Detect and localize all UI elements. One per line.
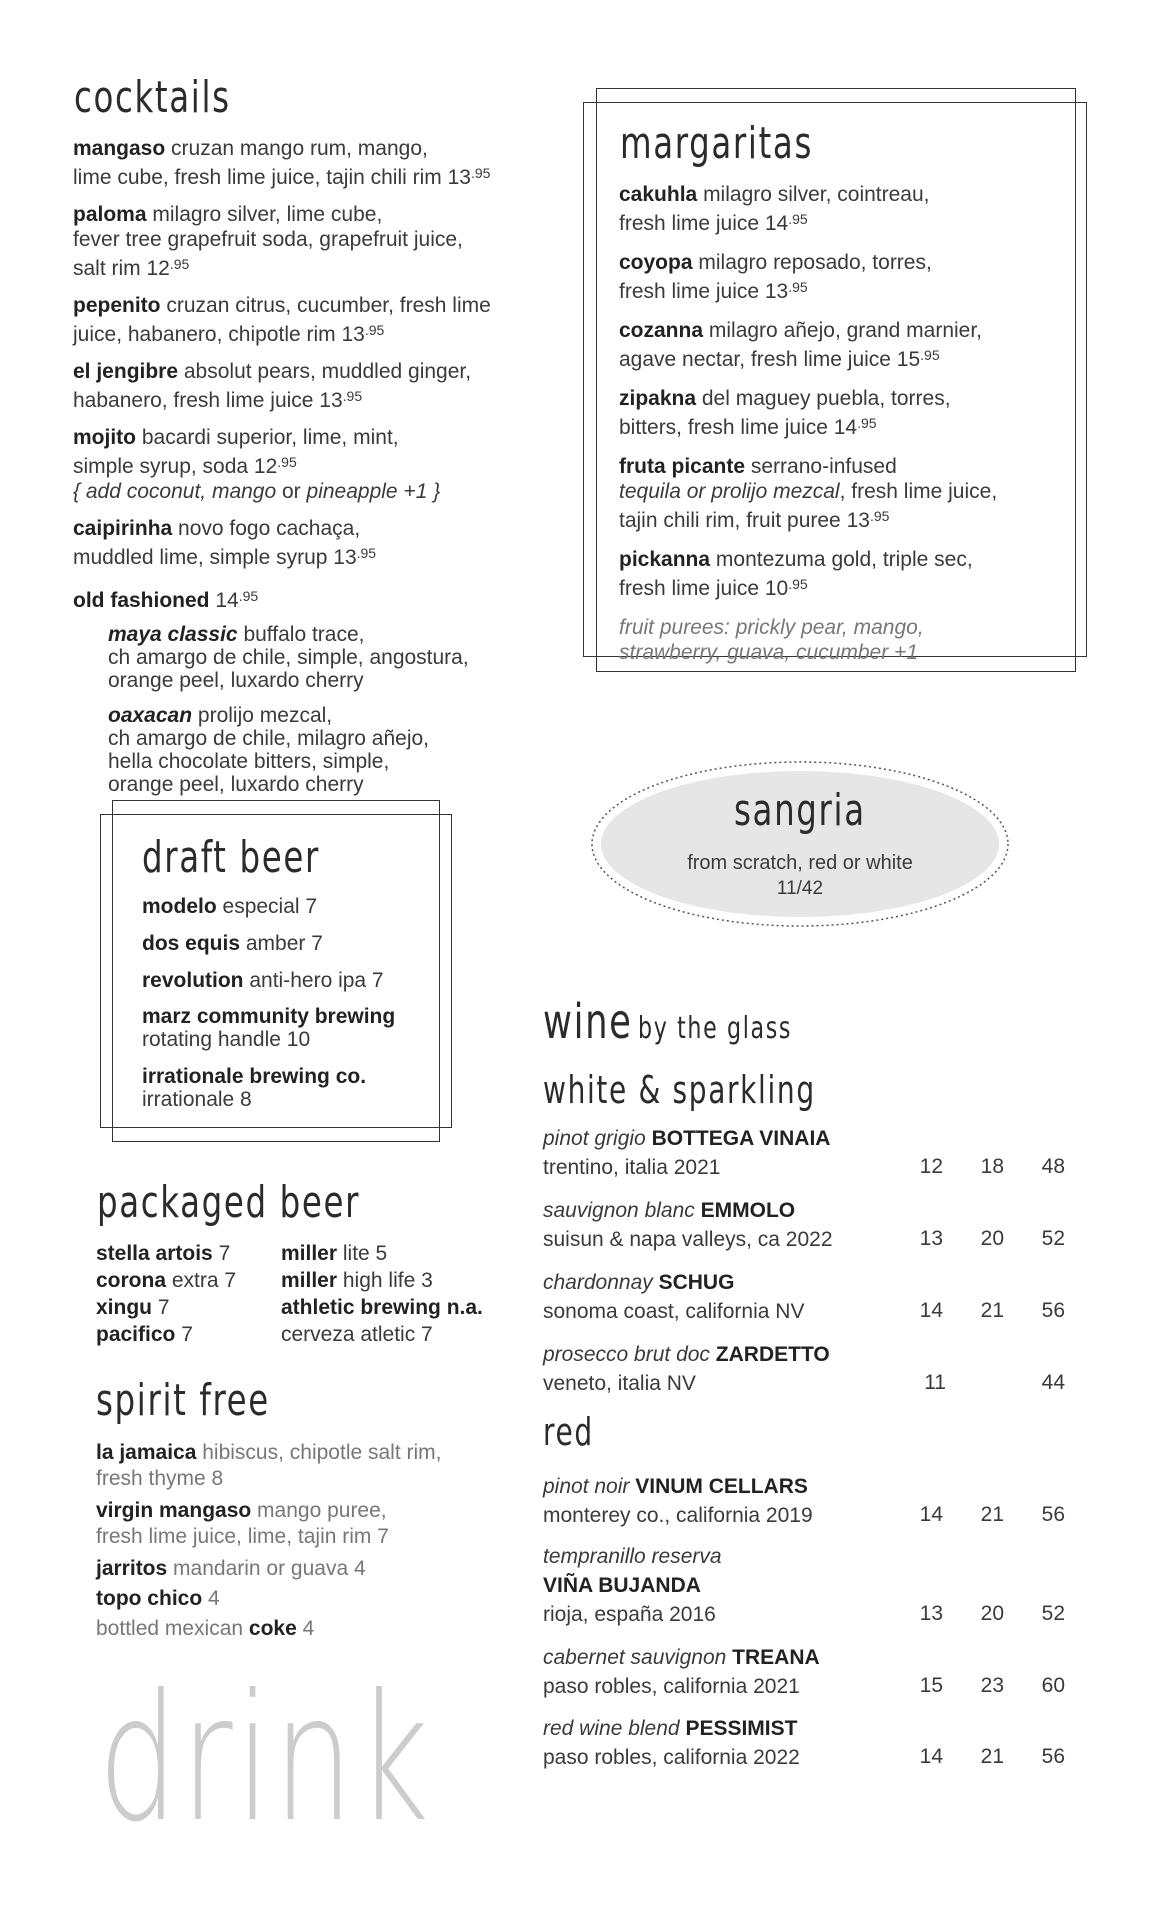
packaged-item: miller high life 3 (281, 1269, 433, 1292)
wine-title-sub: by the glass (638, 1011, 793, 1046)
margarita-cozanna: cozanna milagro añejo, grand marnier, agave nectar, fresh lime juice $15^{.95}$ (619, 319, 983, 371)
sangria-title: sangria (734, 785, 866, 836)
sangria-desc: from scratch, red or white (687, 852, 913, 874)
draft-beer-list (142, 894, 442, 1111)
cocktails-title: cocktails (74, 72, 231, 123)
cocktail-maya-classic: maya classic buffalo trace, ch amargo de chile, simple, angostura, orange peel, luxardo cherry (108, 623, 469, 692)
spirit-free-title: spirit free (96, 1375, 270, 1426)
draft-beer-title: draft beer (142, 832, 320, 883)
wine-item: sauvignon blanc EMMOLO suisun & napa valleys, ca 2022 13 20 52 (543, 1199, 1065, 1251)
margaritas-title: margaritas (620, 118, 813, 169)
margarita-cakuhla: cakuhla milagro silver, cointreau, fresh lime juice $14^{.95}$ (619, 183, 930, 235)
white-sparkling-title: white & sparkling (543, 1068, 816, 1112)
spirit-topo-chico: topo chico 4 (96, 1587, 220, 1610)
margarita-pickanna: pickanna montezuma gold, triple sec, fresh lime juice $10^{.95}$ (619, 548, 973, 600)
packaged-beer-title: packaged beer (97, 1177, 361, 1228)
spirit-jarritos: jarritos mandarin or guava 4 (96, 1557, 366, 1580)
cocktail-old-fashioned: old fashioned $14^{.95}$ (73, 588, 259, 612)
cocktail-paloma: paloma milagro silver, lime cube, fever tree grapefruit soda, grapefruit juice, salt rim $12^{.95}$ (73, 203, 463, 280)
packaged-item: stella artois 7 (96, 1242, 231, 1265)
sangria-price: 11/42 (776, 878, 824, 899)
margarita-fruta-picante: fruta picante serrano-infused tequila or prolijo mezcal, fresh lime juice, tajin chili rim, fruit puree $13^{.95}$ (619, 455, 998, 532)
draft-item: dos equis amber 7 (142, 932, 323, 955)
wine-item: tempranillo reserva VIÑA BUJANDA rioja, españa 2016 13 20 52 (543, 1545, 1065, 1626)
wine-list-red (543, 1474, 1063, 1786)
cocktail-caipirinha: caipirinha novo fogo cachaça, muddled lime, simple syrup $13^{.95}$ (73, 517, 377, 569)
wine-item: pinot grigio BOTTEGA VINAIA trentino, italia 2021 12 18 48 (543, 1127, 1065, 1179)
draft-item: irrationale brewing co. irrationale 8 (142, 1065, 367, 1111)
draft-item: modelo especial 7 (142, 895, 318, 918)
cocktail-oaxacan: oaxacan prolijo mezcal, ch amargo de chile, milagro añejo, hella chocolate bitters, simple, orange peel, luxardo cherry (108, 704, 430, 796)
packaged-beer-left (96, 1240, 286, 1348)
packaged-item: miller lite 5 (281, 1242, 388, 1265)
packaged-item: athletic brewing n.a. (281, 1296, 483, 1319)
wine-item: prosecco brut doc ZARDETTO veneto, italia NV 11 44 (543, 1343, 1065, 1395)
red-title: red (543, 1410, 594, 1454)
wine-list-white (543, 1126, 1063, 1414)
cocktail-mojito: mojito bacardi superior, lime, mint, simple syrup, soda $12^{.95}$ { add coconut, mango or pineapple +1 } (73, 426, 441, 503)
cocktail-el-jengibre: el jengibre absolut pears, muddled ginger, habanero, fresh lime juice $13^{.95}$ (73, 360, 472, 412)
wine-item: chardonnay SCHUG sonoma coast, california NV 14 21 56 (543, 1271, 1065, 1323)
cocktail-mangaso: mangaso cruzan mango rum, mango, lime cube, fresh lime juice, tajin chili rim $13^{.95}$ (73, 137, 491, 189)
draft-item: revolution anti-hero ipa 7 (142, 969, 384, 992)
packaged-item: corona extra 7 (96, 1269, 237, 1292)
cocktail-pepenito: pepenito cruzan citrus, cucumber, fresh lime juice, habanero, chipotle rim $13^{.95}$ (73, 294, 491, 346)
wine-title-main: wine (543, 994, 633, 1050)
packaged-item: xingu 7 (96, 1296, 170, 1319)
draft-item: marz community brewing rotating handle 10 (142, 1005, 396, 1051)
fruit-purees-note: fruit purees: prickly pear, mango, strawberry, guava, cucumber +1 (619, 616, 924, 664)
wine-title (543, 994, 792, 1050)
spirit-coke: bottled mexican coke 4 (96, 1617, 315, 1640)
spirit-virgin-mangaso: virgin mangaso mango puree, fresh lime juice, lime, tajin rim 7 (96, 1499, 389, 1548)
wine-item: pinot noir VINUM CELLARS monterey co., california 2019 14 21 56 (543, 1475, 1065, 1527)
margarita-zipakna: zipakna del maguey puebla, torres, bitters, fresh lime juice $14^{.95}$ (619, 387, 951, 439)
margaritas-list (619, 182, 1079, 665)
spirit-la-jamaica: la jamaica hibiscus, chipotle salt rim, fresh thyme 8 (96, 1441, 442, 1490)
packaged-item: cerveza atletic 7 (281, 1323, 433, 1346)
spirit-free-list (96, 1440, 536, 1642)
packaged-item: pacifico 7 (96, 1323, 193, 1346)
cocktails-list (73, 136, 573, 796)
drink-watermark: drink (98, 1658, 433, 1861)
packaged-beer-right (281, 1240, 541, 1348)
wine-item: red wine blend PESSIMIST paso robles, california 2022 14 21 56 (543, 1717, 1065, 1769)
margarita-coyopa: coyopa milagro reposado, torres, fresh lime juice $13^{.95}$ (619, 251, 932, 303)
wine-item: cabernet sauvignon TREANA paso robles, california 2021 15 23 60 (543, 1646, 1065, 1698)
